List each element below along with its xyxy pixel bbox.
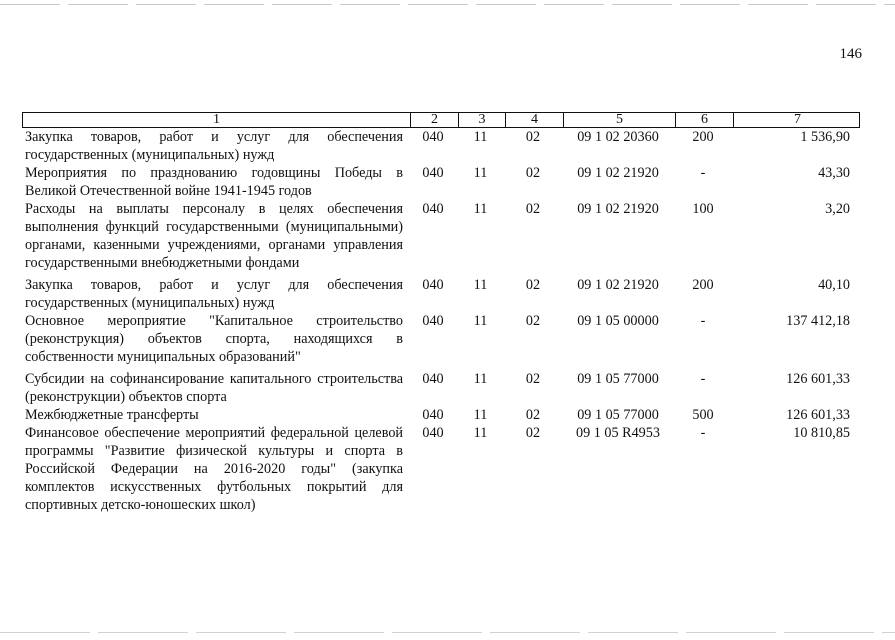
row-col-4: 02 <box>525 313 541 329</box>
header-col-1: 1 <box>213 112 220 127</box>
row-name: Закупка товаров, работ и услуг для обеспечения государственных (муниципальных) нужд <box>25 277 403 311</box>
row-amount: 43,30 <box>818 165 850 181</box>
row-col-5: 09 1 02 20360 <box>577 129 659 145</box>
table-row <box>22 164 860 200</box>
row-col-3: 11 <box>473 277 488 293</box>
row-col-4: 02 <box>525 165 541 181</box>
row-name: Мероприятия по празднованию годовщины Победы в Великой Отечественной войне 1941-1945 годов <box>25 165 403 199</box>
row-col-4: 02 <box>525 407 541 423</box>
row-col-6: - <box>700 425 706 441</box>
budget-table <box>22 112 860 514</box>
row-name: Закупка товаров, работ и услуг для обеспечения государственных (муниципальных) нужд <box>25 129 403 163</box>
row-col-3: 11 <box>473 201 488 217</box>
row-col-5: 09 1 05 R4953 <box>576 425 660 441</box>
row-col-3: 11 <box>473 129 488 145</box>
row-col-2: 040 <box>422 129 444 145</box>
header-col-5: 5 <box>563 113 675 127</box>
row-col-3: 11 <box>473 165 488 181</box>
row-name: Субсидии на софинансирование капитального строительства (реконструкции) объектов спорта <box>25 371 403 405</box>
row-col-2: 040 <box>422 165 444 181</box>
row-col-4: 02 <box>525 425 541 441</box>
row-col-3: 11 <box>473 425 488 441</box>
table-row <box>22 370 860 406</box>
row-col-5: 09 1 02 21920 <box>577 201 659 217</box>
row-col-2: 040 <box>422 407 444 423</box>
row-col-5: 09 1 05 77000 <box>577 371 659 387</box>
row-col-6: - <box>700 165 706 181</box>
row-amount: 137 412,18 <box>786 313 850 329</box>
row-col-4: 02 <box>525 277 541 293</box>
header-col-2: 2 <box>410 113 458 127</box>
row-col-4: 02 <box>525 201 541 217</box>
row-col-3: 11 <box>473 371 488 387</box>
header-col-6: 6 <box>675 113 733 127</box>
header-col-7: 7 <box>733 113 861 127</box>
scan-artifact-top <box>0 4 895 5</box>
row-amount: 10 810,85 <box>793 425 850 441</box>
table-row <box>22 200 860 272</box>
header-col-4: 4 <box>505 113 563 127</box>
row-amount: 126 601,33 <box>786 407 850 423</box>
row-amount: 3,20 <box>825 201 850 217</box>
row-col-4: 02 <box>525 129 541 145</box>
row-col-2: 040 <box>422 425 444 441</box>
row-name: Основное мероприятие "Капитальное строительство (реконструкция) объектов спорта, находящихся в собственности муниципальных образований" <box>25 313 403 365</box>
row-col-6: - <box>700 313 706 329</box>
table-header <box>22 112 860 128</box>
row-col-5: 09 1 02 21920 <box>577 277 659 293</box>
row-amount: 1 536,90 <box>800 129 850 145</box>
row-col-5: 09 1 05 77000 <box>577 407 659 423</box>
row-col-4: 02 <box>525 371 541 387</box>
row-col-6: 200 <box>692 129 714 145</box>
row-col-6: 200 <box>692 277 714 293</box>
row-col-2: 040 <box>422 201 444 217</box>
table-row <box>22 406 860 424</box>
table-row <box>22 312 860 366</box>
row-col-6: 500 <box>692 407 714 423</box>
row-name: Расходы на выплаты персоналу в целях обеспечения выполнения функций государственными (муниципальными) органами, казенными учреждениями, органами управления государственными внебюджетными фондами <box>25 201 403 271</box>
table-row <box>22 276 860 312</box>
header-col-3: 3 <box>458 113 505 127</box>
page-number: 146 <box>839 46 862 62</box>
row-amount: 126 601,33 <box>786 371 850 387</box>
table-row <box>22 424 860 514</box>
row-col-5: 09 1 02 21920 <box>577 165 659 181</box>
row-col-3: 11 <box>473 407 488 423</box>
row-col-5: 09 1 05 00000 <box>577 313 659 329</box>
row-col-6: - <box>700 371 706 387</box>
row-name: Межбюджетные трансферты <box>25 407 199 423</box>
row-col-6: 100 <box>692 201 714 217</box>
row-col-3: 11 <box>473 313 488 329</box>
row-col-2: 040 <box>422 313 444 329</box>
row-col-2: 040 <box>422 371 444 387</box>
row-name: Финансовое обеспечение мероприятий федеральной целевой программы "Развитие физической культуры и спорта в Российской Федерации на 2016-2020 годы" (закупка комплектов искусственных футбольных покрытий для спортивных детско-юношеских школ) <box>25 425 403 513</box>
table-row <box>22 128 860 164</box>
row-amount: 40,10 <box>818 277 850 293</box>
row-col-2: 040 <box>422 277 444 293</box>
scan-artifact-bottom <box>0 632 895 633</box>
